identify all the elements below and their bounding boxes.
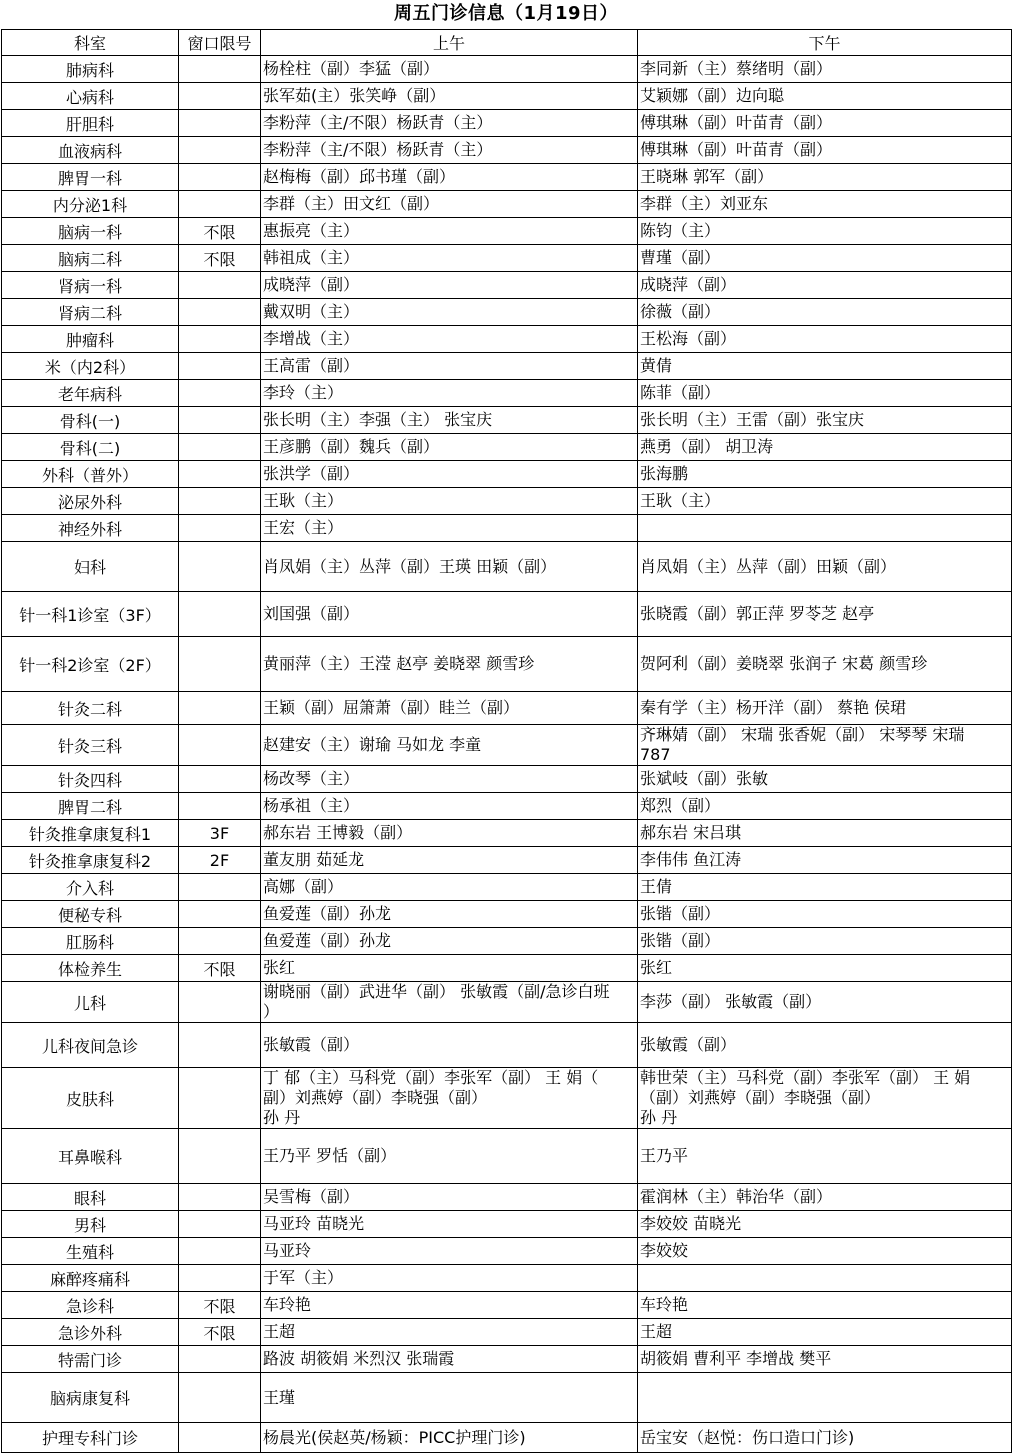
limit-cell: [179, 874, 261, 901]
dept-cell: 儿科夜间急诊: [2, 1023, 179, 1068]
table-row: [2, 1265, 1012, 1292]
limit-cell: [179, 110, 261, 137]
table-row: [2, 407, 1012, 434]
dept-cell: 脾胃二科: [2, 793, 179, 820]
table-row: [2, 542, 1012, 592]
pm-cell: 傅琪琳（副）叶苗青（副）: [638, 137, 1012, 164]
am-cell: 王耿（主）: [261, 488, 638, 515]
dept-cell: 生殖科: [2, 1238, 179, 1265]
limit-cell: [179, 692, 261, 725]
limit-cell: 3F: [179, 820, 261, 847]
am-cell: 张长明（主）李强（主） 张宝庆: [261, 407, 638, 434]
dept-cell: 男科: [2, 1211, 179, 1238]
limit-cell: [179, 83, 261, 110]
limit-cell: [179, 353, 261, 380]
pm-cell: 傅琪琳（副）叶苗青（副）: [638, 110, 1012, 137]
am-cell: 郝东岩 王博毅（副）: [261, 820, 638, 847]
limit-cell: [179, 542, 261, 592]
am-cell: 李粉萍（主/不限）杨跃青（主）: [261, 137, 638, 164]
pm-cell: 王耿（主）: [638, 488, 1012, 515]
dept-cell: 脑病二科: [2, 245, 179, 272]
table-row: [2, 353, 1012, 380]
pm-cell: 张锴（副）: [638, 901, 1012, 928]
am-cell: 肖凤娟（主）丛萍（副）王瑛 田颖（副）: [261, 542, 638, 592]
table-row: [2, 1346, 1012, 1373]
table-row: [2, 1184, 1012, 1211]
dept-cell: 肾病一科: [2, 272, 179, 299]
dept-cell: 米（内2科）: [2, 353, 179, 380]
table-row: [2, 637, 1012, 692]
am-cell: 赵梅梅（副）邱书瑾（副）: [261, 164, 638, 191]
am-cell: 王瑾: [261, 1373, 638, 1423]
pm-cell: 张锴（副）: [638, 928, 1012, 955]
am-cell: 王彦鹏（副）魏兵（副）: [261, 434, 638, 461]
dept-cell: 急诊科: [2, 1292, 179, 1319]
limit-cell: [179, 766, 261, 793]
pm-cell: 韩世荣（主）马科党（副）李张军（副） 王 娟 （副）刘燕婷（副）李晓强（副） 孙 丹: [638, 1068, 1012, 1129]
table-row: [2, 847, 1012, 874]
dept-cell: 眼科: [2, 1184, 179, 1211]
limit-cell: 不限: [179, 245, 261, 272]
dept-cell: 护理专科门诊: [2, 1423, 179, 1453]
limit-cell: [179, 1023, 261, 1068]
table-row: [2, 928, 1012, 955]
limit-cell: [179, 191, 261, 218]
table-row: [2, 793, 1012, 820]
dept-cell: 急诊外科: [2, 1319, 179, 1346]
table-row: [2, 191, 1012, 218]
am-cell: 杨晨光(侯赵英/杨颖：PICC护理门诊): [261, 1423, 638, 1453]
pm-cell: 陈菲（副）: [638, 380, 1012, 407]
am-cell: 王宏（主）: [261, 515, 638, 542]
table-row: [2, 901, 1012, 928]
am-cell: 惠振亮（主）: [261, 218, 638, 245]
dept-cell: 脾胃一科: [2, 164, 179, 191]
limit-cell: [179, 637, 261, 692]
limit-cell: [179, 137, 261, 164]
table-row: [2, 874, 1012, 901]
pm-cell: 贺阿利（副）姜晓翠 张润子 宋葛 颜雪珍: [638, 637, 1012, 692]
limit-cell: [179, 793, 261, 820]
table-row: [2, 725, 1012, 766]
am-cell: 吴雪梅（副）: [261, 1184, 638, 1211]
pm-cell: 李姣姣 苗晓光: [638, 1211, 1012, 1238]
pm-cell: 张斌岐（副）张敏: [638, 766, 1012, 793]
limit-cell: [179, 164, 261, 191]
am-cell: 韩祖成（主）: [261, 245, 638, 272]
dept-cell: 内分泌1科: [2, 191, 179, 218]
am-cell: 马亚玲: [261, 1238, 638, 1265]
table-row: [2, 1238, 1012, 1265]
header-am: 上午: [261, 30, 638, 56]
limit-cell: 不限: [179, 218, 261, 245]
table-row: [2, 380, 1012, 407]
limit-cell: 2F: [179, 847, 261, 874]
am-cell: 李群（主）田文红（副）: [261, 191, 638, 218]
table-row: [2, 56, 1012, 83]
dept-cell: 老年病科: [2, 380, 179, 407]
dept-cell: 肿瘤科: [2, 326, 179, 353]
pm-cell: [638, 1265, 1012, 1292]
limit-cell: [179, 407, 261, 434]
am-cell: 成晓萍（副）: [261, 272, 638, 299]
dept-cell: 针一科1诊室（3F）: [2, 592, 179, 637]
am-cell: 高娜（副）: [261, 874, 638, 901]
table-row: [2, 1319, 1012, 1346]
pm-cell: 李姣姣: [638, 1238, 1012, 1265]
dept-cell: 耳鼻喉科: [2, 1129, 179, 1184]
dept-cell: 血液病科: [2, 137, 179, 164]
dept-cell: 骨科(二): [2, 434, 179, 461]
table-row: [2, 1373, 1012, 1423]
am-cell: 李粉萍（主/不限）杨跃青（主）: [261, 110, 638, 137]
pm-cell: 王倩: [638, 874, 1012, 901]
limit-cell: [179, 1184, 261, 1211]
table-row: [2, 1129, 1012, 1184]
am-cell: 戴双明（主）: [261, 299, 638, 326]
pm-cell: 张红: [638, 955, 1012, 982]
pm-cell: 黄倩: [638, 353, 1012, 380]
table-row: [2, 488, 1012, 515]
pm-cell: [638, 1373, 1012, 1423]
am-cell: 谢晓丽（副）武进华（副） 张敏霞（副/急诊白班 ）: [261, 982, 638, 1023]
dept-cell: 外科（普外）: [2, 461, 179, 488]
dept-cell: 便秘专科: [2, 901, 179, 928]
table-row: [2, 1211, 1012, 1238]
limit-cell: 不限: [179, 1292, 261, 1319]
pm-cell: 张海鹏: [638, 461, 1012, 488]
table-row: [2, 982, 1012, 1023]
am-cell: 李玲（主）: [261, 380, 638, 407]
limit-cell: [179, 299, 261, 326]
dept-cell: 针灸四科: [2, 766, 179, 793]
dept-cell: 针灸推拿康复科1: [2, 820, 179, 847]
am-cell: 张军茹(主）张笑峥（副）: [261, 83, 638, 110]
limit-cell: [179, 1373, 261, 1423]
pm-cell: 张晓霞（副）郭正萍 罗苓芝 赵亭: [638, 592, 1012, 637]
am-cell: 车玲艳: [261, 1292, 638, 1319]
limit-cell: [179, 1068, 261, 1129]
dept-cell: 肺病科: [2, 56, 179, 83]
table-row: [2, 137, 1012, 164]
am-cell: 杨改琴（主）: [261, 766, 638, 793]
table-row: [2, 1068, 1012, 1129]
pm-cell: 郑烈（副）: [638, 793, 1012, 820]
am-cell: 于军（主）: [261, 1265, 638, 1292]
pm-cell: 成晓萍（副）: [638, 272, 1012, 299]
limit-cell: [179, 928, 261, 955]
dept-cell: 体检养生: [2, 955, 179, 982]
limit-cell: [179, 1423, 261, 1453]
limit-cell: [179, 326, 261, 353]
table-row: [2, 592, 1012, 637]
limit-cell: [179, 1346, 261, 1373]
limit-cell: [179, 1129, 261, 1184]
pm-cell: 郝东岩 宋吕琪: [638, 820, 1012, 847]
header-row: [2, 30, 1012, 56]
am-cell: 王超: [261, 1319, 638, 1346]
pm-cell: 王乃平: [638, 1129, 1012, 1184]
limit-cell: [179, 434, 261, 461]
table-row: [2, 1023, 1012, 1068]
am-cell: 王颖（副）屈箫萧（副）眭兰（副）: [261, 692, 638, 725]
dept-cell: 针灸三科: [2, 725, 179, 766]
header-dept: 科室: [2, 30, 179, 56]
table-row: [2, 164, 1012, 191]
am-cell: 王高雷（副）: [261, 353, 638, 380]
dept-cell: 妇科: [2, 542, 179, 592]
pm-cell: 李莎（副） 张敏霞（副）: [638, 982, 1012, 1023]
pm-cell: 李同新（主）蔡绪明（副）: [638, 56, 1012, 83]
pm-cell: 张敏霞（副）: [638, 1023, 1012, 1068]
pm-cell: 王晓琳 郭军（副）: [638, 164, 1012, 191]
am-cell: 杨承祖（主）: [261, 793, 638, 820]
table-row: [2, 692, 1012, 725]
am-cell: 鱼爱莲（副）孙龙: [261, 901, 638, 928]
table-row: [2, 1423, 1012, 1453]
am-cell: 董友朋 茹延龙: [261, 847, 638, 874]
dept-cell: 脑病康复科: [2, 1373, 179, 1423]
pm-cell: 岳宝安（赵悦：伤口造口门诊): [638, 1423, 1012, 1453]
dept-cell: 骨科(一): [2, 407, 179, 434]
table-row: [2, 434, 1012, 461]
pm-cell: 肖凤娟（主）丛萍（副）田颖（副）: [638, 542, 1012, 592]
am-cell: 王乃平 罗恬（副）: [261, 1129, 638, 1184]
table-row: [2, 766, 1012, 793]
limit-cell: [179, 1211, 261, 1238]
table-row: [2, 299, 1012, 326]
am-cell: 李增战（主）: [261, 326, 638, 353]
pm-cell: 艾颖娜（副）边向聪: [638, 83, 1012, 110]
pm-cell: 王超: [638, 1319, 1012, 1346]
dept-cell: 针灸推拿康复科2: [2, 847, 179, 874]
am-cell: 黄丽萍（主）王滢 赵亭 姜晓翠 颜雪珍: [261, 637, 638, 692]
limit-cell: [179, 272, 261, 299]
pm-cell: 燕勇（副） 胡卫涛: [638, 434, 1012, 461]
am-cell: 马亚玲 苗晓光: [261, 1211, 638, 1238]
limit-cell: [179, 1265, 261, 1292]
dept-cell: 针灸二科: [2, 692, 179, 725]
dept-cell: 脑病一科: [2, 218, 179, 245]
dept-cell: 泌尿外科: [2, 488, 179, 515]
dept-cell: 介入科: [2, 874, 179, 901]
table-row: [2, 955, 1012, 982]
table-row: [2, 245, 1012, 272]
clinic-schedule-table: [1, 29, 1012, 1453]
pm-cell: 曹瑾（副）: [638, 245, 1012, 272]
pm-cell: 车玲艳: [638, 1292, 1012, 1319]
am-cell: 赵建安（主）谢瑜 马如龙 李童: [261, 725, 638, 766]
dept-cell: 特需门诊: [2, 1346, 179, 1373]
pm-cell: 李群（主）刘亚东: [638, 191, 1012, 218]
limit-cell: [179, 592, 261, 637]
page-title: 周五门诊信息（1月19日）: [393, 3, 619, 24]
pm-cell: 胡筱娟 曹利平 李增战 樊平: [638, 1346, 1012, 1373]
dept-cell: 麻醉疼痛科: [2, 1265, 179, 1292]
pm-cell: 秦有学（主）杨开洋（副） 蔡艳 侯珺: [638, 692, 1012, 725]
header-pm: 下午: [638, 30, 1012, 56]
dept-cell: 肝胆科: [2, 110, 179, 137]
limit-cell: [179, 461, 261, 488]
pm-cell: [638, 515, 1012, 542]
dept-cell: 神经外科: [2, 515, 179, 542]
am-cell: 杨栓柱（副）李猛（副）: [261, 56, 638, 83]
table-row: [2, 83, 1012, 110]
pm-cell: 陈钧（主）: [638, 218, 1012, 245]
limit-cell: [179, 901, 261, 928]
am-cell: 丁 郁（主）马科党（副）李张军（副） 王 娟（ 副）刘燕婷（副）李晓强（副） 孙 丹: [261, 1068, 638, 1129]
table-row: [2, 110, 1012, 137]
limit-cell: [179, 488, 261, 515]
am-cell: 路波 胡筱娟 米烈汉 张瑞霞: [261, 1346, 638, 1373]
dept-cell: 儿科: [2, 982, 179, 1023]
table-row: [2, 820, 1012, 847]
table-row: [2, 515, 1012, 542]
limit-cell: [179, 1238, 261, 1265]
am-cell: 鱼爱莲（副）孙龙: [261, 928, 638, 955]
limit-cell: [179, 56, 261, 83]
limit-cell: [179, 982, 261, 1023]
pm-cell: 王松海（副）: [638, 326, 1012, 353]
pm-cell: 徐薇（副）: [638, 299, 1012, 326]
header-limit: 窗口限号: [179, 30, 261, 56]
am-cell: 张敏霞（副）: [261, 1023, 638, 1068]
pm-cell: 李伟伟 鱼江涛: [638, 847, 1012, 874]
limit-cell: [179, 380, 261, 407]
dept-cell: 肾病二科: [2, 299, 179, 326]
table-row: [2, 272, 1012, 299]
dept-cell: 皮肤科: [2, 1068, 179, 1129]
dept-cell: 针一科2诊室（2F）: [2, 637, 179, 692]
pm-cell: 齐琳婧（副） 宋瑞 张香妮（副） 宋琴琴 宋瑞 787: [638, 725, 1012, 766]
limit-cell: [179, 515, 261, 542]
table-row: [2, 326, 1012, 353]
pm-cell: 张长明（主）王雷（副）张宝庆: [638, 407, 1012, 434]
schedule-body: [2, 56, 1012, 1453]
pm-cell: 霍润林（主）韩治华（副）: [638, 1184, 1012, 1211]
limit-cell: 不限: [179, 955, 261, 982]
table-row: [2, 1292, 1012, 1319]
limit-cell: 不限: [179, 1319, 261, 1346]
dept-cell: 肛肠科: [2, 928, 179, 955]
table-row: [2, 218, 1012, 245]
am-cell: 刘国强（副）: [261, 592, 638, 637]
table-row: [2, 461, 1012, 488]
am-cell: 张红: [261, 955, 638, 982]
am-cell: 张洪学（副）: [261, 461, 638, 488]
dept-cell: 心病科: [2, 83, 179, 110]
limit-cell: [179, 725, 261, 766]
